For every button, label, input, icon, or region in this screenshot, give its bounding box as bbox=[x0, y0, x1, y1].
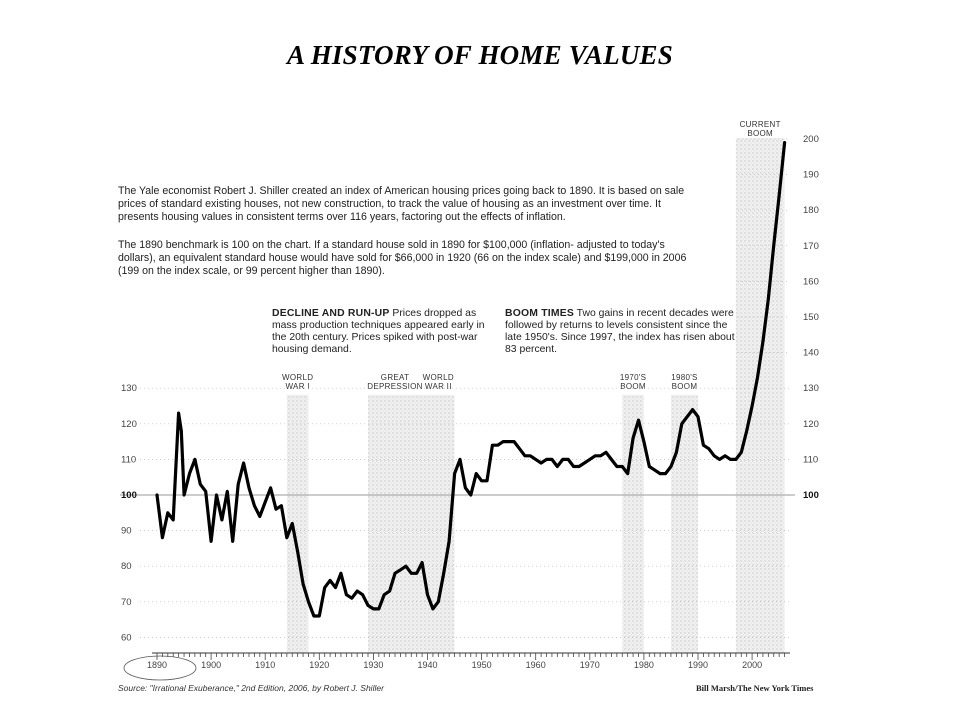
era-label-0-1: WAR I bbox=[285, 382, 310, 391]
y-tick-left-130: 130 bbox=[121, 383, 137, 395]
era-label-2-1: WAR II bbox=[424, 382, 452, 391]
y-tick-left-80: 80 bbox=[121, 561, 132, 573]
x-tick-label-1960: 1960 bbox=[525, 660, 546, 670]
era-label-2-0: WORLD bbox=[422, 373, 454, 382]
annotation-decline-text: Prices dropped as mass production techniques appeared early in the 20th century. Prices spiked with post-war housing demand. bbox=[272, 308, 485, 355]
axes bbox=[121, 134, 819, 680]
credit-line: Bill Marsh/The New York Times bbox=[696, 683, 814, 693]
era-label-3-0: 1970'S bbox=[619, 373, 647, 382]
annotation-decline-heading: DECLINE AND RUN-UP bbox=[272, 308, 390, 319]
y-tick-left-60: 60 bbox=[121, 632, 132, 644]
era-band-4 bbox=[671, 395, 698, 653]
era-label-5-1: BOOM bbox=[747, 129, 774, 138]
y-tick-left-90: 90 bbox=[121, 525, 132, 537]
source-note: Source: "Irrational Exuberance," 2nd Edition, 2006, by Robert J. Shiller bbox=[118, 683, 384, 693]
y-tick-left-120: 120 bbox=[121, 418, 137, 430]
x-tick-label-1950: 1950 bbox=[471, 660, 492, 670]
x-tick-label-1970: 1970 bbox=[579, 660, 600, 670]
y-tick-right-150: 150 bbox=[803, 312, 819, 323]
y-tick-right-140: 140 bbox=[803, 347, 819, 359]
y-tick-right-120: 120 bbox=[803, 418, 819, 430]
y-tick-left-100: 100 bbox=[121, 490, 137, 501]
era-label-1-0: GREAT bbox=[380, 373, 410, 382]
y-tick-right-100: 100 bbox=[803, 490, 819, 501]
annotation-boom-text: Two gains in recent decades were followed by returns to levels consistent since the late 1950's. Since 1997, the index has risen about 83 percent. bbox=[505, 308, 735, 355]
intro-paragraph-2: The 1890 benchmark is 100 on the chart. If a standard house sold in 1890 for $100,000 (inflation- adjusted to today's dollars), an equivalent standard house would have sold for $66,000 in 1920 (66 on the index scale) and $199,000 in 2006 (199 on the index scale, or 99 percent higher than 1890). bbox=[118, 239, 687, 277]
era-label-3-1: BOOM bbox=[620, 382, 646, 391]
era-band-0 bbox=[287, 395, 309, 653]
x-tick-label-1930: 1930 bbox=[363, 660, 384, 670]
era-label-0-0: WORLD bbox=[282, 373, 314, 382]
y-tick-left-110: 110 bbox=[121, 454, 137, 466]
x-tick-label-1900: 1900 bbox=[201, 660, 222, 670]
y-tick-right-190: 190 bbox=[803, 169, 819, 181]
x-tick-label-2000: 2000 bbox=[742, 660, 763, 670]
y-tick-right-130: 130 bbox=[803, 383, 819, 395]
annotation-boom-heading: BOOM TIMES bbox=[505, 308, 574, 319]
x-tick-label-1920: 1920 bbox=[309, 660, 330, 670]
y-tick-right-200: 200 bbox=[803, 134, 819, 145]
era-label-1-1: DEPRESSION bbox=[367, 382, 423, 391]
x-tick-label-1890: 1890 bbox=[146, 660, 168, 670]
era-band-1 bbox=[368, 395, 422, 653]
y-tick-right-160: 160 bbox=[803, 276, 819, 288]
x-tick-label-1940: 1940 bbox=[417, 660, 438, 670]
y-tick-right-170: 170 bbox=[803, 240, 819, 252]
y-tick-right-110: 110 bbox=[803, 454, 819, 466]
x-tick-label-1980: 1980 bbox=[633, 660, 654, 670]
era-label-4-0: 1980'S bbox=[671, 373, 698, 382]
intro-paragraph-1: The Yale economist Robert J. Shiller created an index of American housing prices going back to 1890. It is based on sale prices of standard existing houses, not new construction, to track the value of housing as an investment over time. It presents housing values in consistent terms over 116 years, factoring out the effects of inflation. bbox=[118, 185, 685, 223]
x-tick-label-1990: 1990 bbox=[687, 660, 709, 670]
era-label-5-0: CURRENT bbox=[739, 120, 781, 129]
y-tick-left-70: 70 bbox=[121, 596, 132, 608]
era-label-4-1: BOOM bbox=[671, 382, 698, 391]
x-tick-label-1910: 1910 bbox=[255, 660, 276, 670]
y-tick-right-180: 180 bbox=[803, 205, 819, 217]
era-bands bbox=[282, 120, 785, 653]
page-title: A HISTORY OF HOME VALUES bbox=[287, 40, 673, 70]
